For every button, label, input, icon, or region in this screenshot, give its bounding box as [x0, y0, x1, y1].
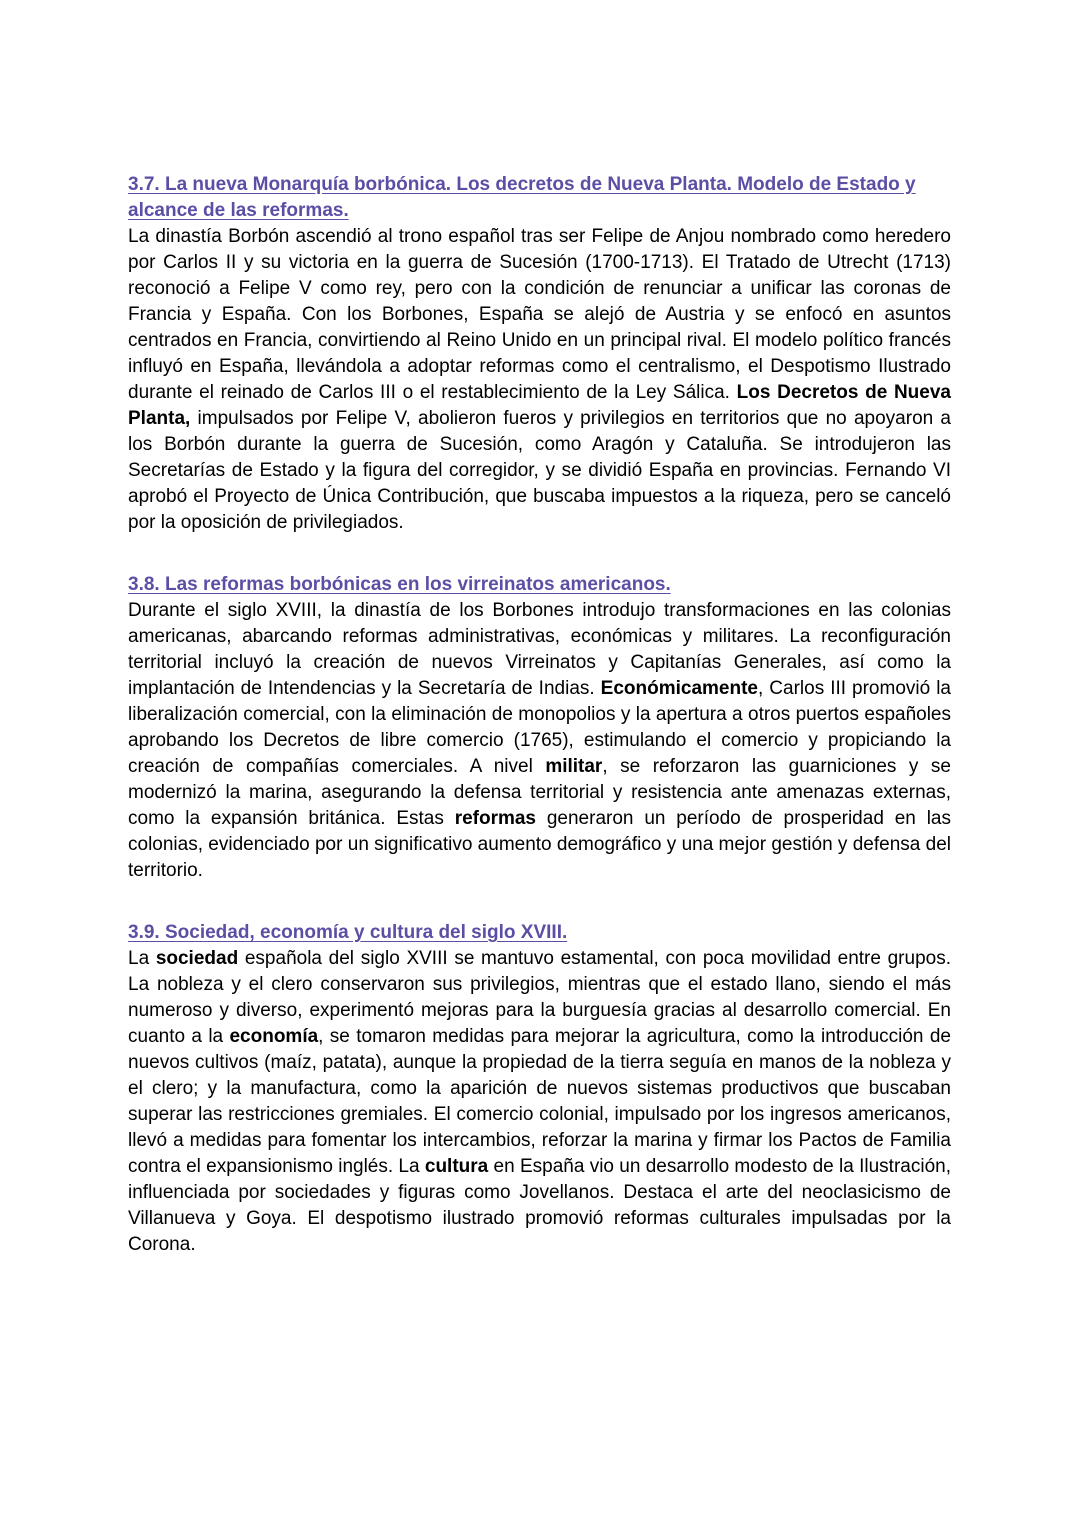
- section-heading-3-7: 3.7. La nueva Monarquía borbónica. Los decretos de Nueva Planta. Modelo de Estado y alcance de las reformas.: [128, 174, 916, 221]
- section-paragraph-3-9: La sociedad española del siglo XVIII se mantuvo estamental, con poca movilidad entre grupos. La nobleza y el clero conservaron sus privilegios, mientras que el estado llano, siendo el más numeroso y diverso, experimentó mejoras para la burguesía gracias al desarrollo comercial. En cuanto a la economía, se tomaron medidas para mejorar la agricultura, como la introducción de nuevos cultivos (maíz, patata), aunque la propiedad de la tierra seguía en manos de la nobleza y el clero; y la manufactura, como la aparición de nuevos sistemas productivos que buscaban superar las restricciones gremiales. El comercio colonial, impulsado por los ingresos americanos, llevó a medidas para fomentar los intercambios, reforzar la marina y firmar los Pactos de Familia contra el expansionismo inglés. La cultura en España vio un desarrollo modesto de la Ilustración, influenciada por sociedades y figuras como Jovellanos. Destaca el arte del neoclasicismo de Villanueva y Goya. El despotismo ilustrado promovió reformas culturales impulsadas por la Corona.: [128, 948, 951, 1255]
- section-paragraph-3-8: Durante el siglo XVIII, la dinastía de los Borbones introdujo transformaciones en las colonias americanas, abarcando reformas administrativas, económicas y militares. La reconfiguración territorial incluyó la creación de nuevos Virreinatos y Capitanías Generales, así como la implantación de Intendencias y la Secretaría de Indias. Económicamente, Carlos III promovió la liberalización comercial, con la eliminación de monopolios y la apertura a otros puertos españoles aprobando los Decretos de libre comercio (1765), estimulando el comercio y propiciando la creación de compañías comerciales. A nivel militar, se reforzaron las guarniciones y se modernizó la marina, asegurando la defensa territorial y resistencia ante amenazas externas, como la expansión británica. Estas reformas generaron un período de prosperidad en las colonias, evidenciado por un significativo aumento demográfico y una mejor gestión y defensa del territorio.: [128, 600, 951, 881]
- section-3-9: [128, 920, 951, 1258]
- document-content: [128, 172, 951, 1258]
- section-paragraph-3-7: La dinastía Borbón ascendió al trono español tras ser Felipe de Anjou nombrado como heredero por Carlos II y su victoria en la guerra de Sucesión (1700-1713). El Tratado de Utrecht (1713) reconoció a Felipe V como rey, pero con la condición de renunciar a unificar las coronas de Francia y España. Con los Borbones, España se alejó de Austria y se enfocó en asuntos centrados en Francia, convirtiendo al Reino Unido en un principal rival. El modelo político francés influyó en España, llevándola a adoptar reformas como el centralismo, el Despotismo Ilustrado durante el reinado de Carlos III o el restablecimiento de la Ley Sálica. Los Decretos de Nueva Planta, impulsados por Felipe V, abolieron fueros y privilegios en territorios que no apoyaron a los Borbón durante la guerra de Sucesión, como Aragón y Cataluña. Se introdujeron las Secretarías de Estado y la figura del corregidor, y se dividió España en provincias. Fernando VI aprobó el Proyecto de Única Contribución, que buscaba impuestos a la riqueza, pero se canceló por la oposición de privilegiados.: [128, 226, 951, 533]
- section-3-8: [128, 572, 951, 884]
- section-heading-3-8: 3.8. Las reformas borbónicas en los virreinatos americanos.: [128, 574, 671, 595]
- section-3-7: [128, 172, 951, 536]
- section-heading-3-9: 3.9. Sociedad, economía y cultura del siglo XVIII.: [128, 922, 568, 943]
